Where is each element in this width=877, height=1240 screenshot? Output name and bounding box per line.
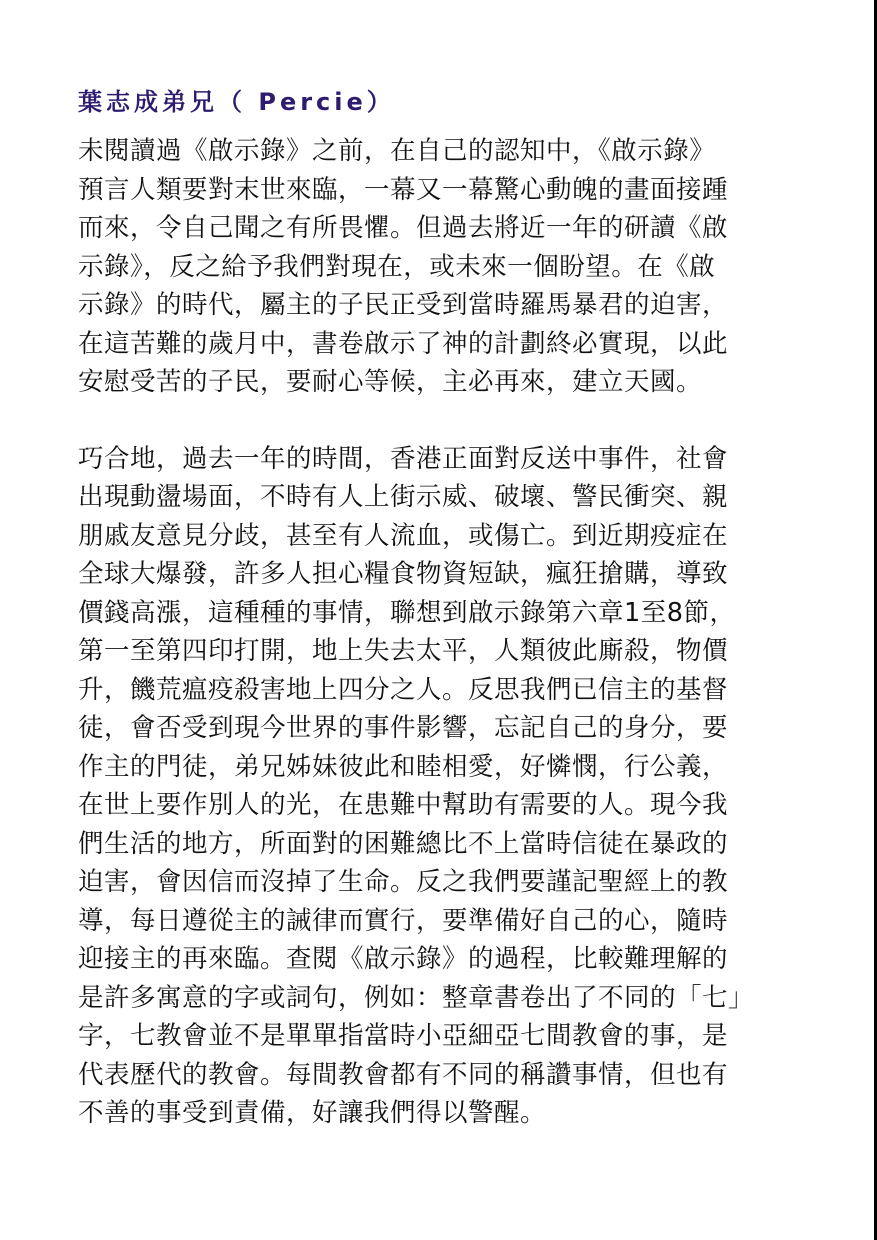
text-line: 迫害，會因信而沒掉了生命。反之我們要謹記聖經上的教 (78, 867, 729, 897)
page-title: 葉志成弟兄（ Percie） (78, 88, 395, 116)
text-line: 導，每日遵從主的誡律而實行，要準備好自己的心，隨時 (78, 905, 729, 936)
text-line: 不善的事受到責備，好讓我們得以警醒。 (78, 1098, 547, 1128)
text-line: 而來，令自己聞之有所畏懼。但過去將近一年的研讀《啟 (78, 213, 729, 243)
text-line: 出現動盪場面，不時有人上街示威、破壞、警民衝突、親 (78, 482, 729, 512)
text-line: 未閱讀過《啟示錄》之前，在自己的認知中，《啟示錄》 (78, 136, 716, 166)
text-line: 第一至第四印打開，地上失去太平，人類彼此廝殺，物價 (78, 636, 729, 666)
document-page (78, 86, 808, 1133)
text-line: 示錄》的時代，屬主的子民正受到當時羅馬暴君的迫害， (78, 290, 729, 320)
text-line: 朋戚友意見分歧，甚至有人流血，或傷亡。到近期疫症在 (78, 520, 729, 551)
text-line: 徒，會否受到現今世界的事件影響，忘記自己的身分，要 (78, 713, 729, 743)
text-line: 在這苦難的歲月中，書卷啟示了神的計劃終必實現，以此 (78, 328, 729, 359)
text-line: 迎接主的再來臨。查閱《啟示錄》的過程，比較難理解的 (78, 944, 729, 974)
text-line: 是許多寓意的字或詞句，例如：整章書卷出了不同的「七」 (78, 982, 755, 1013)
text-line: 示錄》，反之給予我們對現在，或未來一個盼望。在《啟 (78, 251, 716, 282)
text-line: 字，七教會並不是單單指當時小亞細亞七間教會的事，是 (78, 1021, 729, 1051)
paragraph-spacer (78, 402, 808, 440)
text-line: 預言人類要對末世來臨，一幕又一幕驚心動魄的畫面接踵 (78, 174, 729, 205)
paragraph-1 (78, 132, 808, 402)
text-line: 價錢高漲，這種種的事情，聯想到啟示錄第六章1至8節， (78, 597, 736, 628)
text-line: 作主的門徒，弟兄姊妹彼此和睦相愛，好憐憫，行公義， (78, 751, 729, 782)
text-line: 在世上要作別人的光，在患難中幫助有需要的人。現今我 (78, 790, 729, 820)
text-line: 們生活的地方，所面對的困難總比不上當時信徒在暴政的 (78, 828, 729, 859)
text-line: 代表歷代的教會。每間教會都有不同的稱讚事情，但也有 (78, 1059, 729, 1090)
text-line: 全球大爆發，許多人担心糧食物資短缺，瘋狂搶購，導致 (78, 559, 729, 589)
text-line: 安慰受苦的子民，要耐心等候，主必再來，建立天國。 (78, 367, 703, 397)
text-line: 巧合地，過去一年的時間，香港正面對反送中事件，社會 (78, 443, 729, 474)
text-line: 升，饑荒瘟疫殺害地上四分之人。反思我們已信主的基督 (78, 674, 729, 705)
paragraph-2 (78, 440, 808, 1133)
